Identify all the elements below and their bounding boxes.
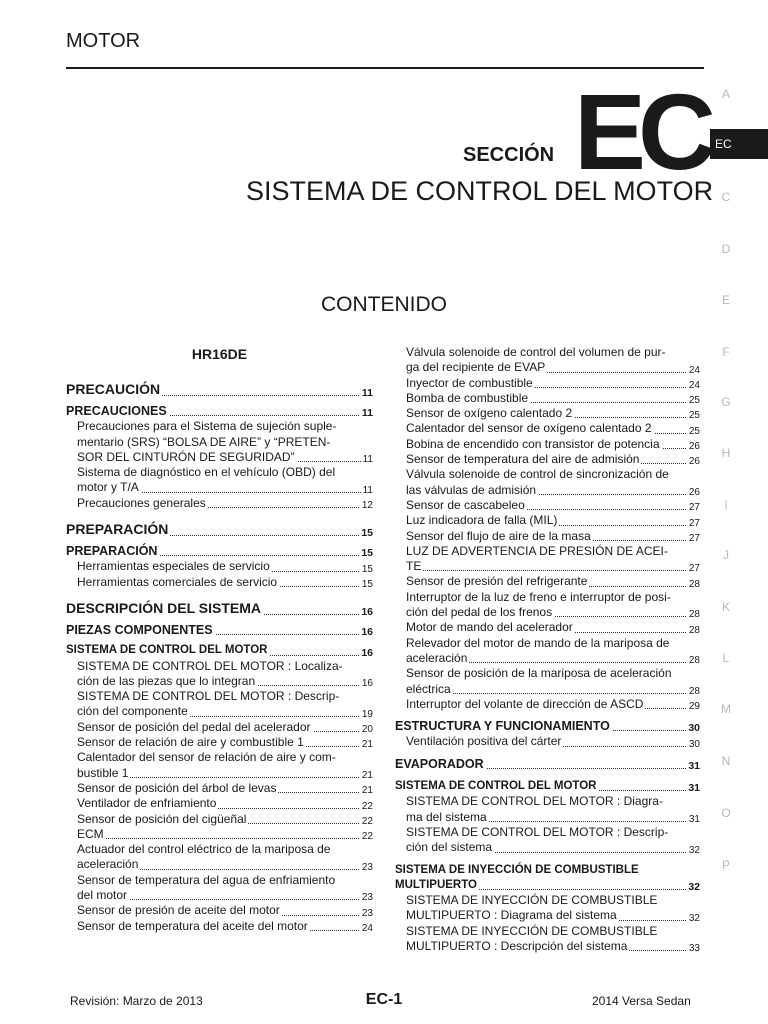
toc-entry-text: Sensor de temperatura del aire de admisión — [406, 452, 640, 467]
toc-entry[interactable] — [395, 863, 700, 894]
toc-entry-text: Precauciones generales — [77, 495, 206, 510]
toc-page-number: 30 — [688, 738, 700, 750]
toc-page-number: 30 — [688, 722, 700, 735]
toc-entry-text: aceleración — [77, 857, 139, 872]
toc-entry-text: ESTRUCTURA Y FUNCIONAMIENTO — [395, 719, 610, 734]
toc-entry[interactable] — [66, 812, 373, 827]
toc-entry[interactable] — [395, 825, 700, 856]
toc-entry[interactable] — [395, 391, 700, 406]
toc-entry-text: PREPARACIÓN — [66, 544, 158, 559]
toc-entry-text: Motor de mando del acelerador — [406, 620, 573, 635]
toc-entry-text: Interruptor del volante de dirección de ASCD — [406, 696, 644, 711]
toc-page-number: 22 — [361, 800, 373, 812]
toc-entry[interactable] — [395, 437, 700, 452]
side-tab-i[interactable]: I — [724, 498, 728, 512]
toc-entry-text: Luz indicadora de falla (MIL) — [406, 513, 558, 528]
toc-entry-text: PREPARACIÓN — [66, 521, 169, 538]
toc-entry[interactable] — [395, 636, 700, 667]
toc-entry[interactable] — [395, 421, 700, 436]
toc-entry-text: del motor — [77, 888, 128, 903]
toc-entry-text: Sensor de oxígeno calentado 2 — [406, 406, 573, 421]
toc-entry[interactable] — [395, 666, 700, 697]
toc-page-number: 33 — [688, 943, 700, 955]
toc-entry[interactable] — [395, 893, 700, 924]
toc-list-right — [395, 345, 700, 954]
toc-entry[interactable] — [66, 919, 373, 934]
dot-leader — [77, 838, 373, 839]
toc-entry[interactable] — [66, 750, 373, 781]
toc-entry-text: motor y T/A — [77, 480, 139, 495]
toc-entry[interactable] — [66, 873, 373, 904]
toc-page-number: 26 — [688, 456, 700, 468]
toc-entry-text: SISTEMA DE CONTROL DEL MOTOR : Localiza- — [77, 658, 343, 673]
toc-entry[interactable] — [66, 781, 373, 796]
toc-entry-text: Calentador del sensor de oxígeno calentado 2 — [406, 421, 652, 436]
toc-entry-text: SISTEMA DE CONTROL DEL MOTOR — [395, 780, 597, 793]
toc-page-number: 15 — [361, 527, 373, 540]
side-tab-a[interactable]: A — [721, 87, 730, 101]
side-tab-j[interactable]: J — [723, 548, 729, 562]
toc-page-number: 25 — [688, 395, 700, 407]
toc-page-number: 16 — [361, 646, 373, 659]
toc-page-number: 27 — [688, 502, 700, 514]
toc-entry-text: ción del sistema — [406, 840, 493, 855]
toc-entry[interactable] — [395, 406, 700, 421]
toc-entry-text: Ventilador de enfriamiento — [77, 796, 217, 811]
toc-entry[interactable] — [395, 467, 700, 498]
section-code: EC — [574, 71, 709, 192]
toc-page-number: 28 — [688, 609, 700, 621]
toc-entry[interactable] — [66, 465, 373, 496]
toc-page-number: 32 — [688, 844, 700, 856]
toc-entry-text: Bomba de combustible — [406, 390, 529, 405]
toc-entry-text: ción del componente — [77, 704, 188, 719]
side-tab-k[interactable]: K — [721, 600, 730, 614]
toc-entry-text: ción de las piezas que lo integran — [77, 673, 256, 688]
toc-page-number: 24 — [361, 922, 373, 934]
toc-page-number: 24 — [688, 364, 700, 376]
toc-entry-text: Interruptor de la luz de freno e interruptor de posi- — [406, 589, 671, 604]
toc-page-number: 27 — [688, 532, 700, 544]
side-tab-h[interactable]: H — [721, 446, 731, 460]
toc-entry[interactable] — [395, 498, 700, 513]
toc-entry-text: SISTEMA DE INYECCIÓN DE COMBUSTIBLE — [395, 863, 639, 876]
toc-entry[interactable] — [395, 794, 700, 825]
toc-entry[interactable] — [395, 924, 700, 955]
toc-entry-text: TE — [406, 559, 422, 574]
toc-entry-text: ECM — [77, 826, 104, 841]
toc-page-number: 22 — [361, 815, 373, 827]
side-tab-ec[interactable]: EC — [710, 129, 768, 159]
toc-entry-text: Sensor de posición del pedal del acelerador — [77, 719, 311, 734]
toc-page-number: 21 — [361, 739, 373, 751]
toc-page-number: 15 — [361, 578, 373, 590]
toc-page-number: 26 — [688, 441, 700, 453]
side-tab-o[interactable]: O — [721, 806, 731, 820]
toc-entry-text: Sensor de temperatura del aceite del motor — [77, 918, 308, 933]
side-tab-d[interactable]: D — [721, 242, 731, 256]
toc-entry-text: Precauciones para el Sistema de sujeción suple- — [77, 419, 337, 434]
toc-entry-text: aceleración — [406, 650, 468, 665]
toc-entry[interactable] — [395, 620, 700, 635]
toc-page-number: 16 — [361, 678, 373, 690]
toc-entry-text: mentario (SRS) “BOLSA DE AIRE” y “PRETEN- — [77, 434, 331, 449]
toc-page-number: 11 — [361, 407, 373, 420]
toc-column-right — [395, 345, 700, 954]
running-header: MOTOR — [66, 30, 141, 52]
toc-entry-text: Sensor de relación de aire y combustible 1 — [77, 735, 304, 750]
toc-entry[interactable] — [395, 590, 700, 621]
toc-entry[interactable] — [66, 598, 373, 618]
toc-entry-text: SISTEMA DE INYECCIÓN DE COMBUSTIBLE — [406, 923, 658, 938]
toc-entry[interactable] — [395, 376, 700, 391]
toc-entry[interactable] — [66, 842, 373, 873]
toc-entry-text: Actuador del control eléctrico de la mariposa de — [77, 842, 331, 857]
revision-date: Revisión: Marzo de 2013 — [70, 994, 203, 1008]
toc-page-number: 31 — [688, 760, 700, 773]
toc-page-number: 31 — [688, 813, 700, 825]
toc-page-number: 28 — [688, 685, 700, 697]
toc-entry-text: Bobina de encendido con transistor de potencia — [406, 436, 660, 451]
toc-page-number: 15 — [361, 563, 373, 575]
toc-entry-text: Sensor de presión de aceite del motor — [77, 903, 280, 918]
toc-entry-text: PIEZAS COMPONENTES — [66, 622, 213, 637]
side-tab-f[interactable]: F — [722, 345, 730, 359]
toc-entry[interactable] — [395, 529, 700, 544]
toc-entry[interactable] — [66, 559, 373, 574]
toc-entry-text: eléctrica — [406, 681, 451, 696]
toc-entry-text: Calentador del sensor de relación de aire y com- — [77, 750, 336, 765]
side-tab-p[interactable]: P — [721, 858, 730, 872]
toc-page-number: 11 — [361, 387, 373, 399]
toc-page-number: 16 — [361, 605, 373, 618]
toc-page-number: 27 — [688, 563, 700, 575]
toc-entry-text: SISTEMA DE CONTROL DEL MOTOR : Diagra- — [406, 794, 663, 809]
toc-entry-text: Herramientas especiales de servicio — [77, 559, 270, 574]
toc-entry-text: las válvulas de admisión — [406, 482, 537, 497]
toc-entry-text: MULTIPUERTO : Descripción del sistema — [406, 938, 628, 953]
toc-page-number: 23 — [361, 861, 373, 873]
toc-page-number: 25 — [688, 410, 700, 422]
side-tab-n[interactable]: N — [721, 754, 731, 768]
side-tab-m[interactable]: M — [721, 702, 731, 716]
toc-page-number: 26 — [688, 486, 700, 498]
toc-entry-text: Ventilación positiva del cárter — [406, 734, 562, 749]
toc-entry-text: EVAPORADOR — [395, 756, 484, 771]
toc-page-number: 11 — [362, 454, 373, 466]
toc-page-number: 21 — [361, 769, 373, 781]
toc-page-number: 32 — [688, 912, 700, 924]
toc-page-number: 32 — [688, 881, 700, 894]
toc-page-number: 31 — [688, 782, 700, 795]
toc-entry-text: Relevador del motor de mando de la mariposa de — [406, 635, 670, 650]
toc-entry-text: Sensor de posición del cigüeñal — [77, 811, 247, 826]
toc-entry-text: MULTIPUERTO — [395, 878, 477, 891]
toc-page-number: 24 — [688, 379, 700, 391]
engine-code-title: HR16DE — [191, 346, 248, 362]
toc-page-number: 21 — [361, 785, 373, 797]
toc-page-number: 19 — [361, 708, 373, 720]
toc-entry[interactable] — [395, 452, 700, 467]
toc-entry[interactable] — [66, 659, 373, 690]
toc-entry-text: SISTEMA DE CONTROL DEL MOTOR — [66, 644, 268, 657]
toc-page-number: 23 — [361, 892, 373, 904]
toc-entry[interactable] — [66, 720, 373, 735]
toc-entry[interactable] — [395, 734, 700, 749]
toc-entry[interactable] — [395, 719, 700, 734]
toc-entry[interactable] — [66, 544, 373, 559]
toc-entry[interactable] — [66, 519, 373, 539]
toc-entry-text: MULTIPUERTO : Diagrama del sistema — [406, 908, 617, 923]
toc-column-left — [66, 345, 373, 934]
toc-page-number: 22 — [361, 831, 373, 843]
toc-entry-text: Válvula solenoide de control del volumen de pur- — [406, 345, 666, 359]
toc-entry-text: LUZ DE ADVERTENCIA DE PRESIÓN DE ACEI- — [406, 543, 668, 558]
toc-entry[interactable] — [66, 404, 373, 419]
section-title: SISTEMA DE CONTROL DEL MOTOR — [246, 176, 714, 206]
contents-heading: CONTENIDO — [321, 293, 447, 316]
toc-entry-text: Sensor de cascabeleo — [406, 497, 525, 512]
toc-page-number: 15 — [361, 547, 373, 560]
toc-entry[interactable] — [66, 419, 373, 465]
vehicle-model: 2014 Versa Sedan — [592, 994, 691, 1008]
toc-entry[interactable] — [395, 345, 700, 376]
toc-entry-text: Sensor de temperatura del agua de enfriamiento — [77, 872, 336, 887]
toc-entry-text: DESCRIPCIÓN DEL SISTEMA — [66, 599, 261, 616]
toc-entry[interactable] — [395, 779, 700, 794]
toc-entry[interactable] — [395, 574, 700, 589]
toc-page-number: 25 — [688, 425, 700, 437]
side-tab-g[interactable]: G — [721, 395, 731, 409]
dot-leader — [406, 570, 700, 571]
toc-page-number: 20 — [361, 724, 373, 736]
toc-page-number: 12 — [361, 500, 373, 512]
toc-page-number: 28 — [688, 655, 700, 667]
toc-entry-text: Herramientas comerciales de servicio — [77, 574, 278, 589]
toc-page-number: 28 — [688, 624, 700, 636]
side-tab-l[interactable]: L — [722, 651, 730, 665]
toc-entry-text: Sensor del flujo de aire de la masa — [406, 528, 591, 543]
toc-entry-text: PRECAUCIONES — [66, 404, 167, 418]
toc-page-number: 28 — [688, 578, 700, 590]
side-tab-e[interactable]: E — [721, 293, 730, 307]
toc-page-number: 27 — [688, 517, 700, 529]
header-rule — [66, 67, 704, 69]
toc-entry-text: bustible 1 — [77, 765, 129, 780]
toc-entry-text: ción del pedal de los frenos — [406, 605, 553, 620]
toc-entry[interactable] — [66, 643, 373, 658]
toc-entry-text: SOR DEL CINTURÓN DE SEGURIDAD” — [77, 449, 295, 464]
toc-entry-text: SISTEMA DE CONTROL DEL MOTOR : Descrip- — [406, 824, 669, 839]
toc-page-number: 16 — [361, 626, 373, 639]
toc-page-number: 23 — [361, 907, 373, 919]
toc-entry[interactable] — [66, 903, 373, 918]
toc-entry[interactable] — [66, 689, 373, 720]
toc-entry[interactable] — [395, 697, 700, 712]
toc-page-number: 11 — [362, 484, 373, 496]
toc-entry-text: Válvula solenoide de control de sincronización de — [406, 467, 669, 482]
toc-entry-text: Sensor de posición del árbol de levas — [77, 780, 277, 795]
toc-entry[interactable] — [66, 796, 373, 811]
toc-entry[interactable] — [395, 513, 700, 528]
toc-entry-text: PRECAUCIÓN — [66, 381, 161, 397]
toc-entry-text: SISTEMA DE INYECCIÓN DE COMBUSTIBLE — [406, 893, 658, 908]
toc-entry-text: SISTEMA DE CONTROL DEL MOTOR : Descrip- — [77, 689, 340, 704]
toc-list-left — [66, 379, 373, 934]
toc-entry[interactable] — [66, 575, 373, 590]
toc-entry[interactable] — [66, 496, 373, 511]
toc-entry-text: ma del sistema — [406, 809, 487, 824]
toc-page-number: 29 — [688, 701, 700, 713]
toc-entry[interactable] — [66, 827, 373, 842]
toc-entry-text: Sensor de presión del refrigerante — [406, 574, 588, 589]
page-number: EC-1 — [365, 991, 403, 1008]
toc-entry-text: Sistema de diagnóstico en el vehículo (OBD) del — [77, 465, 336, 480]
toc-entry-text: Sensor de posición de la mariposa de aceleración — [406, 666, 672, 681]
toc-entry[interactable] — [66, 735, 373, 750]
toc-entry-text: Inyector de combustible — [406, 375, 533, 390]
toc-entry[interactable] — [66, 623, 373, 638]
toc-entry[interactable] — [395, 757, 700, 772]
toc-entry-text: ga del recipiente de EVAP — [406, 360, 546, 375]
side-tab-c[interactable]: C — [721, 190, 731, 204]
section-word: SECCIÓN — [463, 144, 555, 166]
toc-entry[interactable] — [66, 379, 373, 399]
toc-entry[interactable] — [395, 544, 700, 575]
